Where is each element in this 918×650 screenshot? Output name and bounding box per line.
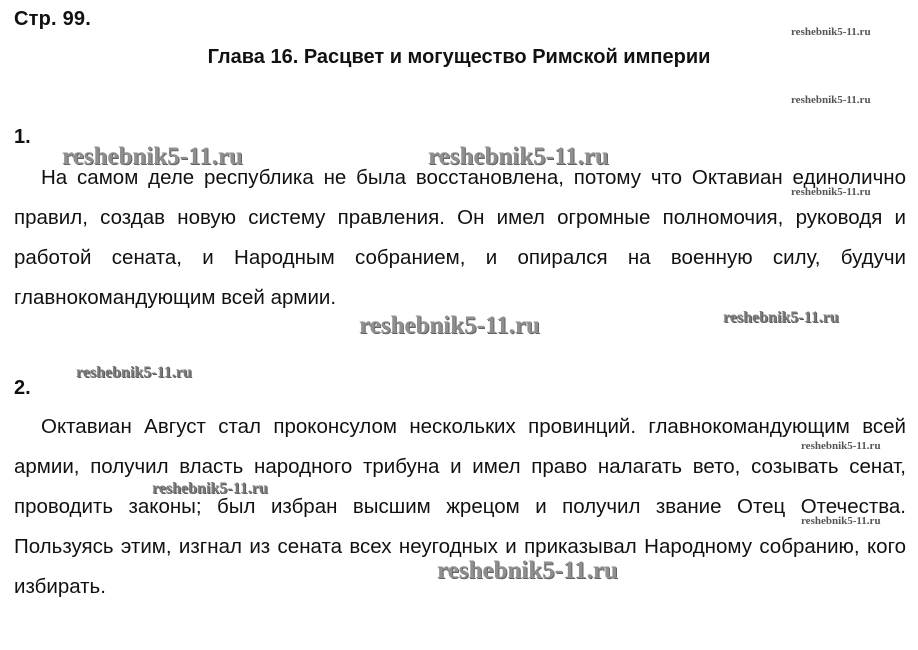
watermark: reshebnik5-11.ru xyxy=(791,94,871,106)
watermark: reshebnik5-11.ru xyxy=(801,440,881,452)
task-1-number: 1. xyxy=(14,126,31,148)
page-number: Стр. 99. xyxy=(14,8,91,30)
watermark: reshebnik5-11.ru xyxy=(428,143,609,170)
task-2-answer: Октавиан Август стал проконсулом нескольких провинций. главнокомандующим всей армии, получил власть народного трибуна и имел право налагать вето, созывать сенат, проводить законы; был избран высшим жрецом и получил звание Отец Отечества. Пользуясь этим, изгнал из сената всех неугодных и приказывал Народному собранию, кого избирать. xyxy=(14,415,906,598)
watermark: reshebnik5-11.ru xyxy=(152,480,268,497)
watermark: reshebnik5-11.ru xyxy=(76,364,192,381)
chapter-title: Глава 16. Расцвет и могущество Римской империи xyxy=(207,46,711,68)
watermark: reshebnik5-11.ru xyxy=(791,186,871,198)
watermark: reshebnik5-11.ru xyxy=(62,143,243,170)
task-1-answer: На самом деле республика не была восстановлена, потому что Октавиан единолично правил, создав новую систему правления. Он имел огромные полномочия, руководя и работой сената, и Народным собранием, и опирался на военную силу, будучи главнокомандующим всей армии. xyxy=(14,166,906,309)
watermark: reshebnik5-11.ru xyxy=(791,26,871,38)
task-2-number: 2. xyxy=(14,377,31,399)
watermark: reshebnik5-11.ru xyxy=(437,557,618,584)
watermark: reshebnik5-11.ru xyxy=(723,309,839,326)
watermark: reshebnik5-11.ru xyxy=(359,312,540,339)
watermark: reshebnik5-11.ru xyxy=(801,515,881,527)
